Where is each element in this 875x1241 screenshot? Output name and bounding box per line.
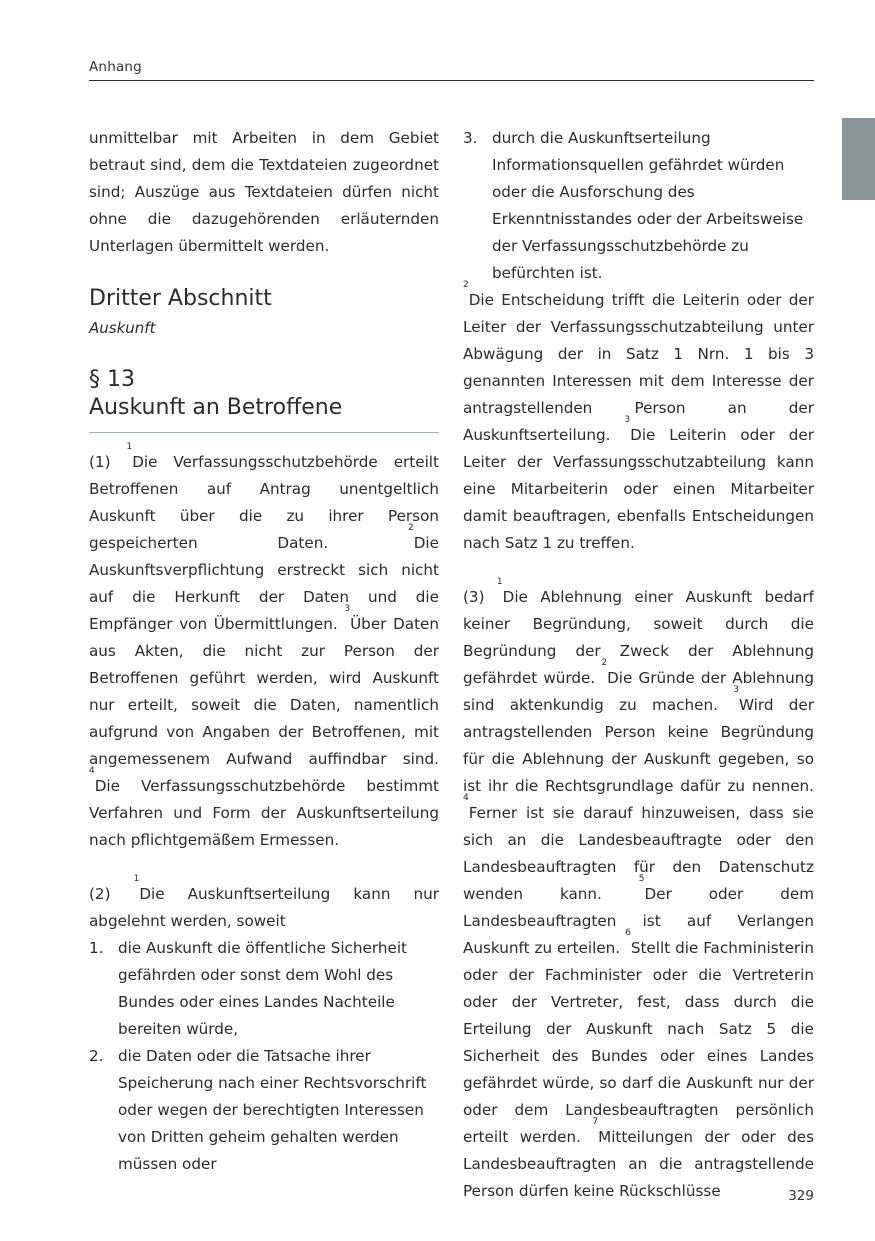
- chapter-thumb-tab: [842, 118, 875, 200]
- intro-text: unmittelbar mit Arbeiten in dem Gebiet betraut sind, dem die Textdateien zugeordnet sind; Auszüge aus Textdateien dürfen nicht ohne die dazugehörenden erläuternden Unterlagen übermittelt werden.: [89, 129, 439, 255]
- list-item: 3. durch die Auskunftserteilung Informationsquellen gefährdet würden oder die Ausforschung des Erkenntnisstandes oder der Arbeitsweise der Verfassungsschutzbehörde zu befürchten ist.: [463, 129, 804, 282]
- absatz-3: (3) $^1$Die Ablehnung einer Auskunft bedarf keiner Begründung, soweit durch die Begründung der Zweck der Ablehnung gefährdet würde. $^2$Die Gründe der Ablehnung sind aktenkundig zu machen. $^3$Wird der antragstellenden Person keine Begründung für die Ablehnung der Auskunft gegeben, so ist ihr die Rechtsgrundlage dafür zu nennen. $^4$Ferner ist sie darauf hinzuweisen, dass sie sich an die Landesbeauftragte oder den Landesbeauftragten für den Datenschutz wenden kann. $^5$Der oder dem Landesbeauftragten ist auf Verlangen Auskunft zu erteilen. $^6$Stellt die Fachministerin oder der Fachminister oder die Vertreterin oder der Vertreter, fest, dass durch die Erteilung der Auskunft nach Satz 5 die Sicherheit des Bundes oder eines Landes gefährdet würde, so darf die Auskunft nur der oder dem Landesbeauftragten persönlich erteilt werden. $^7$Mitteilungen der oder des Landesbeauftragten an die antragstellende Person dürfen keine Rückschlüsse: [463, 577, 815, 1200]
- absatz-1: (1) $^1$Die Verfassungsschutzbehörde erteilt Betroffenen auf Antrag unentgeltlich Auskunft über die zu ihrer Person gespeicherten Daten. $^2$Die Auskunftsverpflichtung erstreckt sich nicht auf die Herkunft der Daten und die Empfänger von Übermittlungen. $^3$Über Daten aus Akten, die nicht zur Person der Betroffenen geführt werden, wird Auskunft nur erteilt, soweit die Daten, namentlich aufgrund von Angaben der Betroffenen, mit angemessenem Aufwand auffindbar sind. $^4$Die Verfassungsschutzbehörde bestimmt Verfahren und Form der Auskunftserteilung nach pflichtgemäßem Ermessen.: [89, 442, 439, 849]
- paragraph-heading: [89, 366, 439, 422]
- absatz-2: (2) $^1$Die Auskunftserteilung kann nur abgelehnt werden, soweit: [89, 874, 439, 930]
- absatz-2-continued: $^2$Die Entscheidung trifft die Leiterin oder der Leiter der Verfassungsschutzabteilung unter Abwägung der in Satz 1 Nrn. 1 bis 3 genannten Interessen mit dem Interesse der antragstellenden Person an der Auskunftserteilung. $^3$Die Leiterin oder der Leiter der Verfassungsschutzabteilung kann eine Mitarbeiterin oder einen Mitarbeiter damit beauftragen, ebenfalls Entscheidungen nach Satz 1 zu treffen.: [463, 280, 814, 552]
- section-subtitle: Auskunft: [89, 319, 156, 337]
- list-item: 2. die Daten oder die Tatsache ihrer Speicherung nach einer Rechtsvorschrift oder wegen der berechtigten Interessen von Dritten geheim gehalten werden müssen oder: [89, 1047, 427, 1173]
- left-column: [89, 125, 439, 1178]
- heading-divider: [89, 432, 439, 433]
- right-column: [463, 125, 814, 1205]
- running-title: Anhang: [89, 59, 142, 75]
- section-title: Dritter Abschnitt: [89, 286, 272, 311]
- list-item: 1. die Auskunft die öffentliche Sicherheit gefährden oder sonst dem Wohl des Bundes oder eines Landes Nachteile bereiten würde,: [89, 939, 407, 1038]
- absatz-2-list-cont: [463, 125, 814, 287]
- page-number: 329: [788, 1188, 814, 1204]
- absatz-2-list: [89, 935, 439, 1178]
- paragraph-title: Auskunft an Betroffene: [89, 395, 343, 420]
- running-header: [89, 56, 814, 81]
- paragraph-number: § 13: [89, 367, 135, 392]
